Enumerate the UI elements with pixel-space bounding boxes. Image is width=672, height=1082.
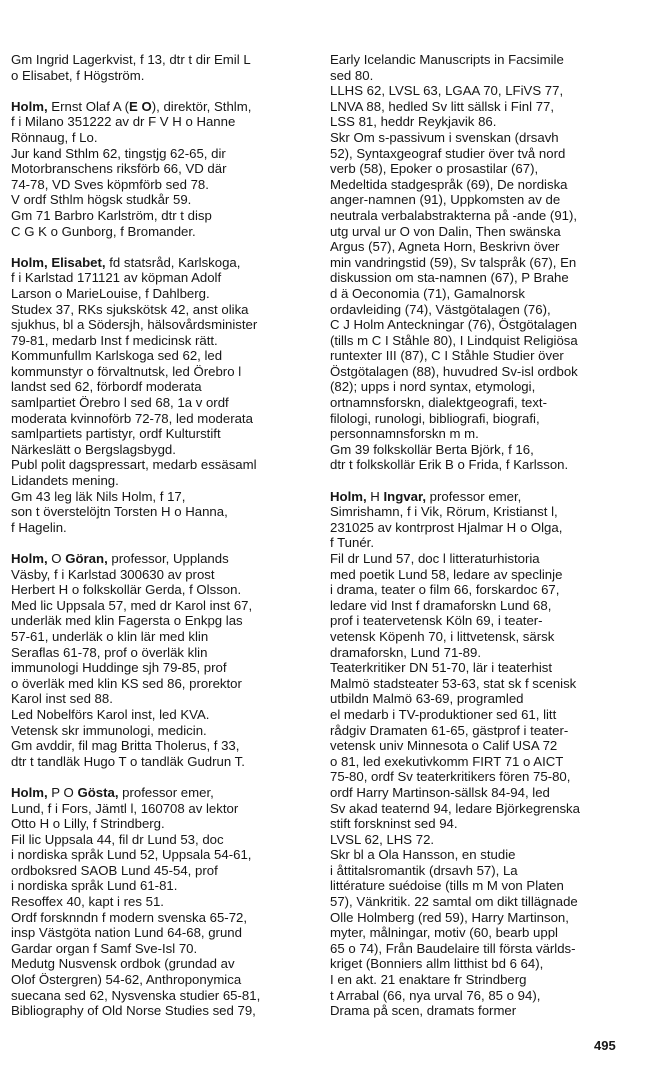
entry-line: Jur kand Sthlm 62, tingstjg 62-65, dir [11,145,226,161]
entry-line: LNVA 88, hedled Sv litt sällsk i Finl 77, [330,98,555,114]
biography-entry [11,99,303,239]
entry-surname: Holm, [11,551,48,566]
entry-line: i nordiska språk Lund 52, Uppsala 54-61, [11,847,252,863]
entry-line: dramaforskn, Lund 71-89. [330,644,482,660]
entry-line: f i Milano 351222 av dr F V H o Hanne [11,114,236,130]
entry-line: Skr bl a Ola Hansson, en studie [330,847,516,863]
entry-line: Led Nobelförs Karol inst, led KVA. [11,706,210,722]
biography-entry [11,255,303,536]
entry-line: i nordiska språk Lund 61-81. [11,878,178,894]
entry-line: o överläk med klin KS sed 86, prorektor [11,675,242,691]
entry-line: 65 o 74), Från Baudelaire till första världs- [330,940,576,956]
entry-line: t Arrabal (66, nya urval 76, 85 o 94), [330,987,541,1003]
entry-callname: Ingvar, [383,488,427,504]
entry-line: utbildn Malmö 63-69, programled [330,691,524,707]
entry-line: Väsby, f i Karlstad 300630 av prost [11,566,215,582]
entry-line: kriget (Bonniers allm litthist bd 6 64), [330,956,544,972]
entry-line: Olle Holmberg (red 59), Harry Martinson, [330,909,569,925]
entry-line: Östgötalagen (88), huvudred Sv-isl ordbok [330,363,578,379]
entry-line: 74-78, VD Sves köpmförb sed 78. [11,176,209,192]
entry-line: Otto H o Lilly, f Strindberg. [11,816,165,832]
entry-line: diskussion om sta-namnen (67), P Brahe [330,270,569,286]
entry-line: V ordf Sthlm högsk studkår 59. [11,192,192,208]
entry-line: 57-61, underläk o klin lär med klin [11,628,209,644]
entry-line: Karol inst sed 88. [11,691,113,707]
entry-heading: Holm, Elisabet, fd statsråd, Karlskoga, [11,254,241,270]
entry-line: 79-81, medarb Inst f medicinsk rätt. [11,332,218,348]
entry-line: LSS 81, heddr Reykjavik 86. [330,114,497,130]
entry-callname: E O [129,98,152,114]
entry-line: runtexter III (87), C I Ståhle Studier över [330,348,564,364]
biography-entry [11,785,303,1019]
left-column [11,52,303,1019]
entry-line: o 81, led exekutivkomm FIRT 71 o AICT [330,753,564,769]
entry-line: Fil lic Uppsala 44, fil dr Lund 53, doc [11,831,224,847]
entry-line: Herbert H o folkskollär Gerda, f Olsson. [11,582,242,598]
entry-line: Resoffex 40, kapt i res 51. [11,894,164,910]
entry-line: LLHS 62, LVSL 63, LGAA 70, LFiVS 77, [330,83,564,99]
entry-line: C G K o Gunborg, f Bromander. [11,223,196,239]
entry-line: sed 80. [330,67,374,83]
entry-line: Bibliography of Old Norse Studies sed 79, [11,1003,256,1019]
entry-line: Gm 39 folkskollär Berta Björk, f 16, [330,441,534,457]
entry-callname: Göran, [65,551,108,566]
entry-heading: Holm, O Göran, professor, Upplands [11,551,229,566]
entry-line: Argus (57), Agneta Horn, Beskrivn över [330,239,560,255]
entry-line: utg urval ur O von Dalin, Then swänska [330,223,561,239]
entry-line: f i Karlstad 171121 av köpman Adolf [11,270,222,286]
biography-entry [330,489,622,1019]
entry-line: el medarb i TV-produktioner sed 61, litt [330,706,557,722]
entry-line: dtr t tandläk Hugo T o tandläk Gudrun T. [11,753,245,769]
entry-line: Ordf forsknndn f modern svenska 65-72, [11,909,248,925]
entry-surname: Holm, [330,488,367,504]
entry-line: Olof Östergren) 54-62, Anthroponymica [11,972,242,988]
entry-line: Early Icelandic Manuscripts in Facsimile [330,52,564,67]
entry-line: landst sed 62, förbordf moderata [11,379,202,395]
entry-line: personnamnsforskn m m. [330,426,479,442]
entry-surname: Holm, [11,98,48,114]
entry-line: 75-80, ordf Sv teaterkritikers fören 75-80, [330,769,571,785]
entry-surname: Holm, [11,254,48,270]
entry-line: Sv akad teaternd 94, ledare Björkegrenska [330,800,580,816]
entry-line: ledare vid Inst f dramaforskn Lund 68, [330,597,552,613]
entry-line: C J Holm Anteckningar (76), Östgötalagen [330,317,578,333]
entry-line: son t överstelöjtn Torsten H o Hanna, [11,504,228,520]
entry-line: 57), Vänkritik. 22 samtal om dikt tillägnade [330,894,578,910]
entry-line: Fil dr Lund 57, doc l litteraturhistoria [330,551,540,566]
entry-line: Gm Ingrid Lagerkvist, f 13, dtr t dir Emil L [11,52,251,67]
entry-line: underläk med klin Fagersta o Enkpg las [11,613,243,629]
entry-line: Gm 71 Barbro Karlström, dtr t disp [11,207,212,223]
entry-line: o Elisabet, f Högström. [11,67,145,83]
entry-line: vetensk univ Minnesota o Calif USA 72 [330,738,558,754]
entry-line: Drama på scen, dramats former [330,1003,517,1019]
entry-line: ortnamnsforskn, dialektgeografi, text- [330,395,547,411]
entry-line: Malmö stadsteater 53-63, stat sk f scenisk [330,675,577,691]
entry-line: immunologi Huddinge sjh 79-85, prof [11,660,227,676]
entry-callname: Elisabet, [51,254,106,270]
entry-line: Teaterkritiker DN 51-70, lär i teaterhist [330,660,553,676]
entry-line: LVSL 62, LHS 72. [330,831,435,847]
entry-line: Studex 37, RKs sjukskötsk 42, anst olika [11,301,249,317]
entry-line: littérature suédoise (tills m M von Platen [330,878,564,894]
entry-line: Med lic Uppsala 57, med dr Karol inst 67, [11,597,253,613]
entry-line: filologi, runologi, bibliografi, biografi, [330,410,540,426]
entry-line: moderata kvinnoförb 72-78, led moderata [11,410,253,426]
entry-line: Larson o MarieLouise, f Dahlberg. [11,285,210,301]
entry-line: anger-namnen (91), Uppkomsten av de [330,192,561,208]
entry-line: insp Västgöta nation Lund 64-68, grund [11,925,242,941]
entry-line: kommunstyr o förvaltnutsk, led Örebro l [11,363,242,379]
entry-line: dtr t folkskollär Erik B o Frida, f Karlsson. [330,457,569,473]
entry-callname: Gösta, [77,784,119,800]
entry-line: min vandringstid (59), Sv talspråk (67), En [330,254,577,270]
entry-line: Vetensk skr immunologi, medicin. [11,722,207,738]
continued-entry [11,52,303,83]
entry-line: suecana sed 62, Nysvenska studier 65-81, [11,987,261,1003]
entry-line: Kommunfullm Karlskoga sed 62, led [11,348,223,364]
entry-line: samlpartiet Örebro l sed 68, 1a v ordf [11,395,229,411]
continued-entry [330,52,622,473]
entry-line: f Hagelin. [11,519,67,535]
entry-line: vetensk Köpenh 70, i littvetensk, särsk [330,628,555,644]
entry-line: myter, målningar, motiv (60, bearb uppl [330,925,558,941]
entry-line: Seraflas 61-78, prof o överläk klin [11,644,208,660]
entry-line: Gm avddir, fil mag Britta Tholerus, f 33, [11,738,240,754]
entry-line: Motorbranschens riksförb 66, VD där [11,161,227,177]
entry-line: samlpartiets partistyr, ordf Kulturstift [11,426,221,442]
entry-line: Simrishamn, f i Vik, Rörum, Kristianst l, [330,504,558,520]
entry-line: 52), Syntaxgeograf studier över två nord [330,145,566,161]
entry-surname: Holm, [11,784,48,800]
entry-line: stift forskninst sed 94. [330,816,458,832]
entry-line: f Tunér. [330,535,374,551]
biography-entry [11,551,303,769]
entry-line: verb (58), Epoker o prosastilar (67), [330,161,539,177]
entry-line: Medutg Nusvensk ordbok (grundad av [11,956,235,972]
entry-line: Rönnaug, f Lo. [11,129,98,145]
entry-line: Publ polit dagspressart, medarb essäsaml [11,457,257,473]
entry-line: neutrala verbalabstrakterna på -ande (91), [330,207,578,223]
entry-line: Medeltida stadgespråk (69), De nordiska [330,176,568,192]
right-column [330,52,622,1019]
entry-line: Lund, f i Fors, Jämtl l, 160708 av lektor [11,800,239,816]
entry-line: I en akt. 21 enaktare fr Strindberg [330,972,527,988]
entry-heading: Holm, P O Gösta, professor emer, [11,784,214,800]
entry-line: i åttitalsromantik (drsavh 57), La [330,862,518,878]
entry-line: prof i teatervetensk Köln 69, i teater- [330,613,543,629]
entry-line: sjukhus, bl a Södersjh, hälsovårdsminister [11,317,258,333]
page-number: 495 [594,1038,616,1053]
entry-line: ordavleiding (74), Västgötalagen (76), [330,301,551,317]
entry-line: ordboksred SAOB Lund 45-54, prof [11,862,218,878]
entry-line: med poetik Lund 58, ledare av speclinje [330,566,563,582]
entry-line: d ä Oeconomia (71), Gamalnorsk [330,285,525,301]
entry-line: Skr Om s-passivum i svenskan (drsavh [330,129,559,145]
entry-line: Närkeslätt o Bergslagsbygd. [11,441,176,457]
entry-line: Gm 43 leg läk Nils Holm, f 17, [11,488,186,504]
entry-line: Gardar organ f Samf Sve-Isl 70. [11,940,198,956]
entry-line: 231025 av kontrprost Hjalmar H o Olga, [330,519,563,535]
entry-line: i drama, teater o film 66, forskardoc 67, [330,582,560,598]
entry-heading: Holm, H Ingvar, professor emer, [330,488,522,504]
entry-line: (tills m C I Ståhle 80), I Lindquist Religiösa [330,332,578,348]
entry-line: rådgiv Dramaten 61-65, gästprof i teater- [330,722,569,738]
entry-line: Lidandets mening. [11,473,119,489]
entry-heading: Holm, Ernst Olaf A (E O), direktör, Sthlm, [11,98,252,114]
entry-line: ordf Harry Martinson-sällsk 84-94, led [330,784,550,800]
entry-line: (82); upps i nord syntax, etymologi, [330,379,536,395]
